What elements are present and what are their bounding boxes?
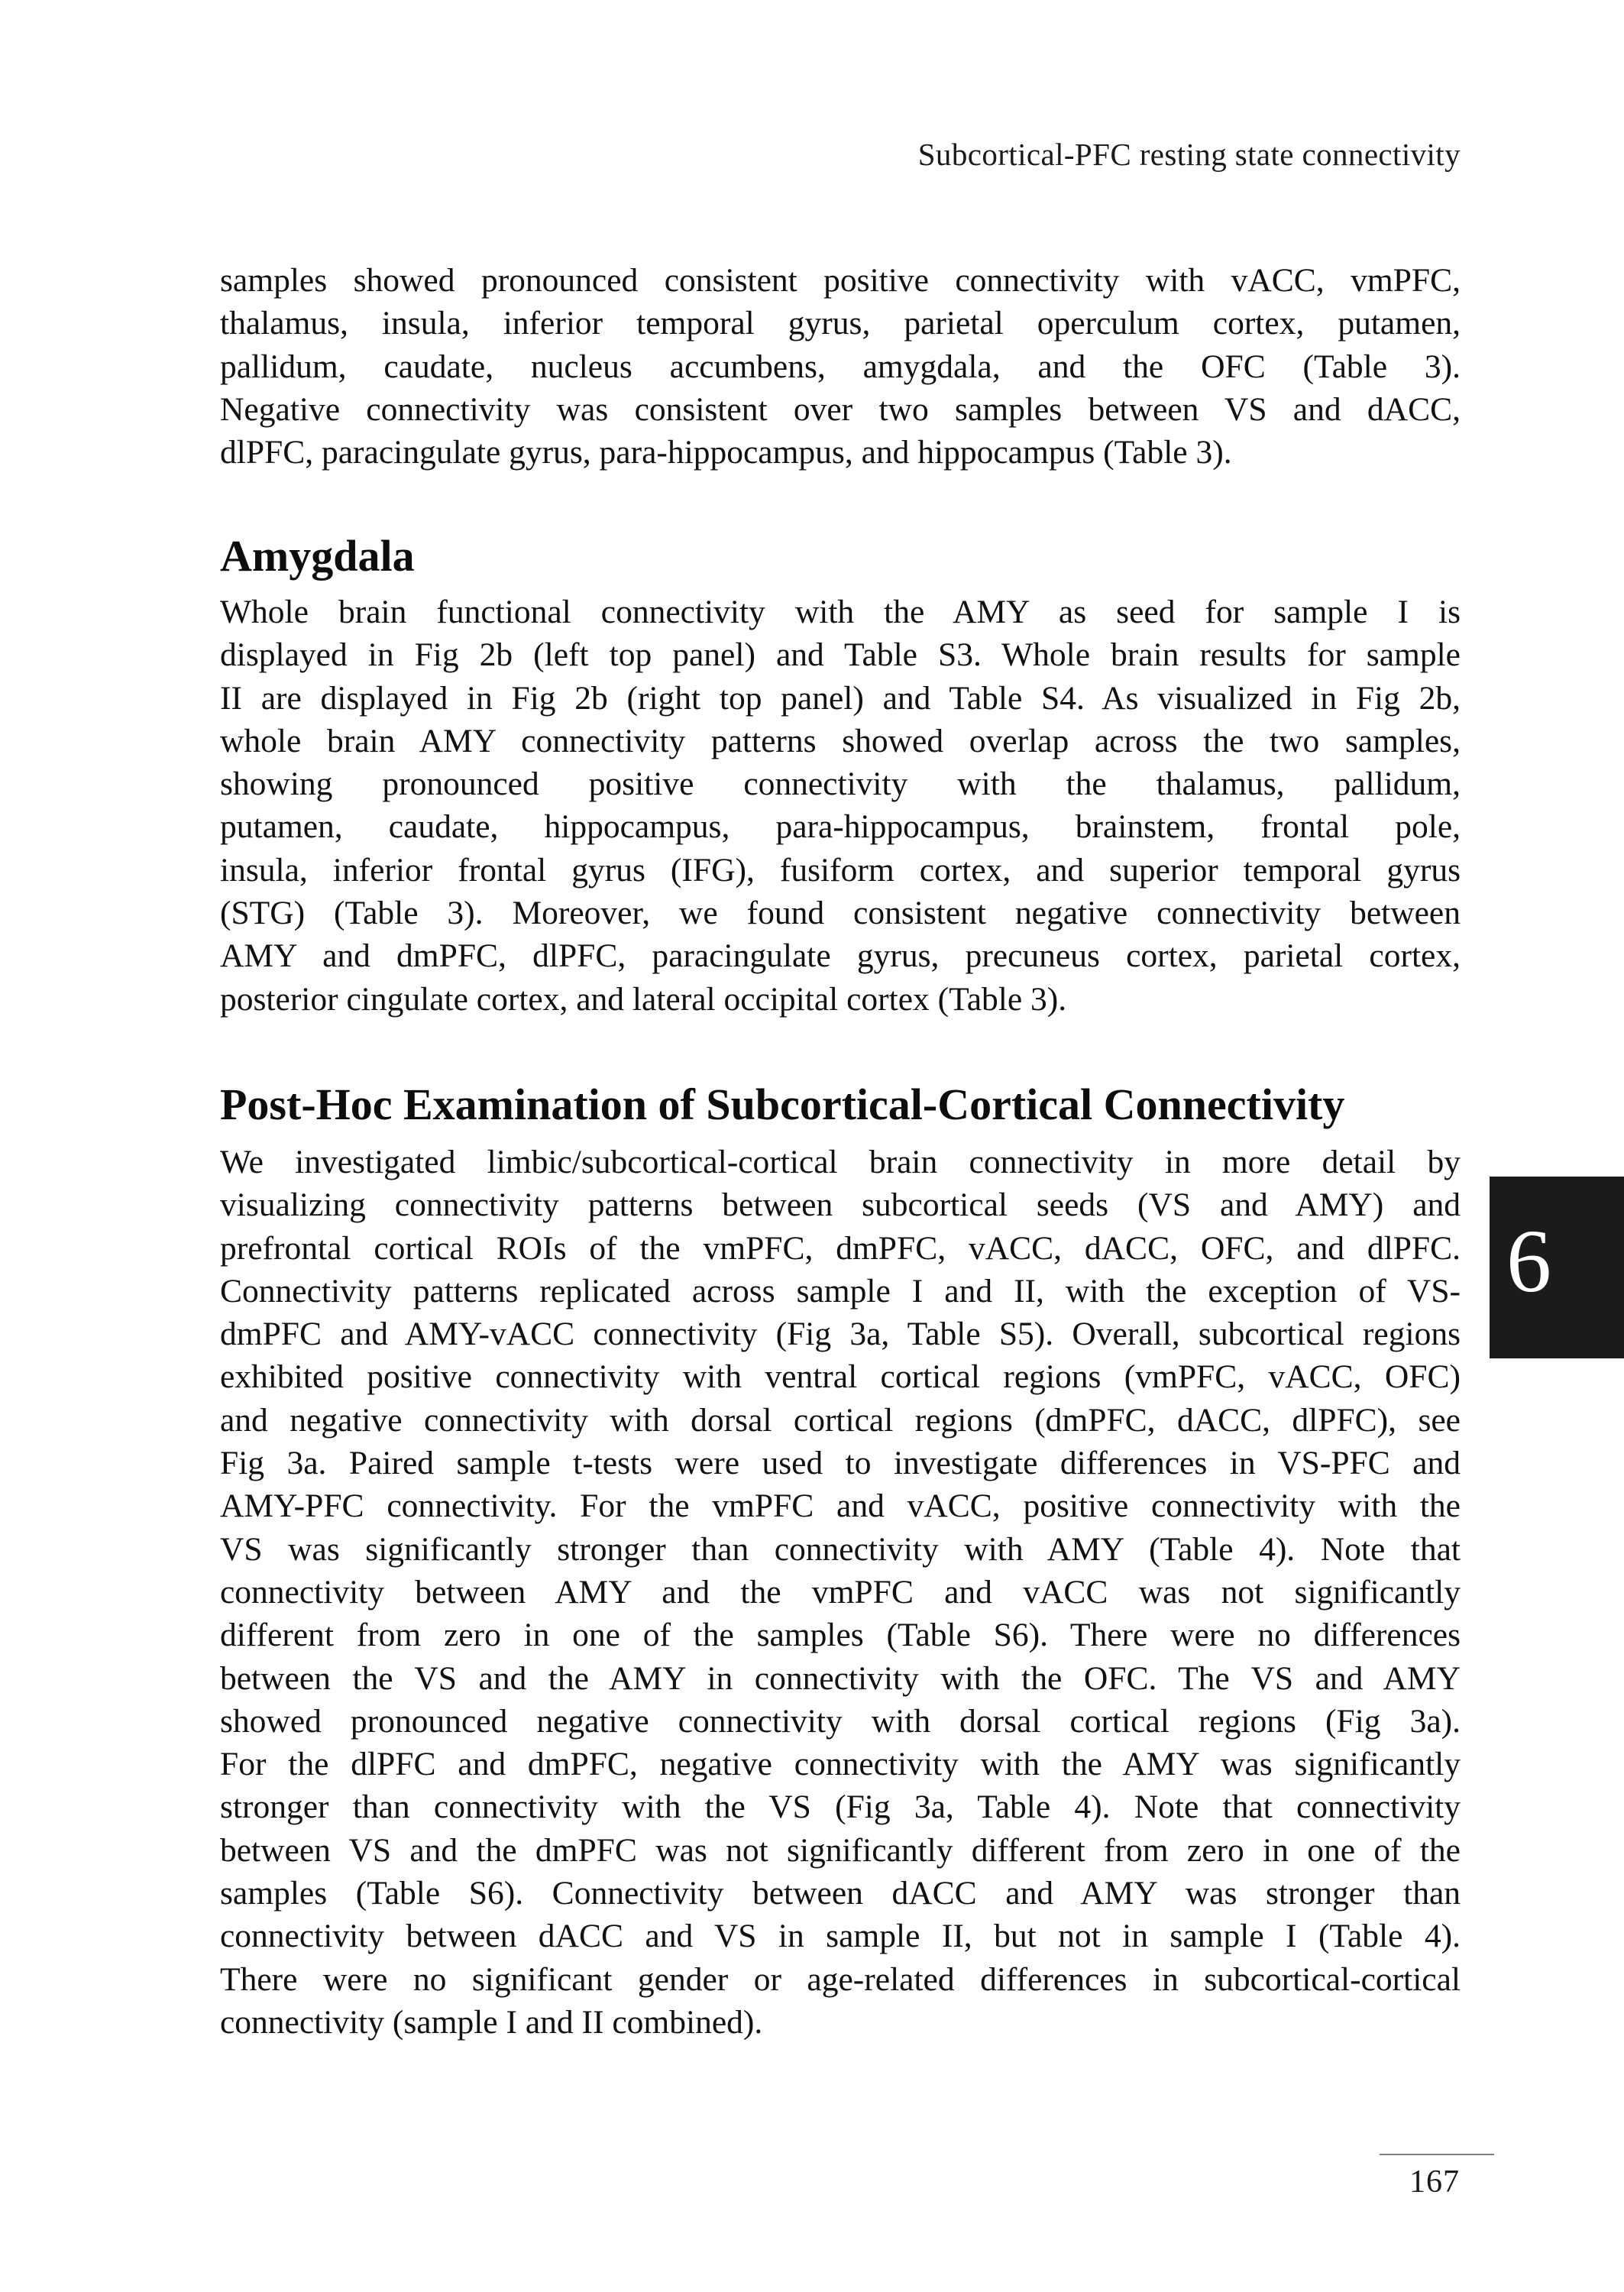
text-line: II are displayed in Fig 2b (right top panel) and Table S4. As visualized in Fig 2b,	[220, 679, 1461, 717]
text-line: prefrontal cortical ROIs of the vmPFC, dmPFC, vACC, dACC, OFC, and dlPFC.	[220, 1229, 1461, 1267]
text-line: stronger than connectivity with the VS (Fig 3a, Table 4). Note that connectivity	[220, 1789, 1461, 1826]
page-number: 167	[1409, 2164, 1460, 2200]
text-line: whole brain AMY connectivity patterns showed overlap across the two samples,	[220, 722, 1461, 759]
text-line: connectivity (sample I and II combined).	[220, 2003, 763, 2041]
section-heading-posthoc: Post-Hoc Examination of Subcortical-Cortical Connectivity	[220, 1080, 1345, 1129]
text-line: We investigated limbic/subcortical-cortical brain connectivity in more detail by	[220, 1144, 1461, 1180]
text-line: connectivity between AMY and the vmPFC and vACC was not significantly	[220, 1573, 1461, 1611]
intro-paragraph	[220, 259, 1461, 474]
text-line: Negative connectivity was consistent over two samples between VS and dACC,	[220, 390, 1461, 428]
text-line: different from zero in one of the samples (Table S6). There were no differences	[220, 1617, 1461, 1654]
text-line: Connectivity patterns replicated across sample I and II, with the exception of VS-	[220, 1272, 1461, 1309]
text-line: pallidum, caudate, nucleus accumbens, amygdala, and the OFC (Table 3).	[220, 348, 1461, 385]
text-line: showed pronounced negative connectivity with dorsal cortical regions (Fig 3a).	[220, 1702, 1461, 1740]
text-line: connectivity between dACC and VS in sample II, but not in sample I (Table 4).	[220, 1918, 1461, 1955]
chapter-tab	[1490, 1177, 1624, 1358]
text-line: (STG) (Table 3). Moreover, we found consistent negative connectivity between	[220, 895, 1461, 932]
text-line: between the VS and the AMY in connectivity with the OFC. The VS and AMY	[220, 1659, 1461, 1697]
text-line: dlPFC, paracingulate gyrus, para-hippocampus, and hippocampus (Table 3).	[220, 434, 1232, 471]
text-line: dmPFC and AMY-vACC connectivity (Fig 3a, Table S5). Overall, subcortical regions	[220, 1316, 1461, 1353]
posthoc-paragraph	[220, 1141, 1461, 2044]
text-line: VS was significantly stronger than connectivity with AMY (Table 4). Note that	[220, 1530, 1461, 1568]
text-line: AMY-PFC connectivity. For the vmPFC and vACC, positive connectivity with the	[220, 1488, 1461, 1525]
text-line: visualizing connectivity patterns between subcortical seeds (VS and AMY) and	[220, 1186, 1461, 1224]
text-line: AMY and dmPFC, dlPFC, paracingulate gyrus, precuneus cortex, parietal cortex,	[220, 937, 1461, 975]
text-line: Fig 3a. Paired sample t-tests were used to investigate differences in VS-PFC and	[220, 1445, 1461, 1482]
text-line: samples (Table S6). Connectivity between dACC and AMY was stronger than	[220, 1875, 1461, 1912]
text-line: posterior cingulate cortex, and lateral occipital cortex (Table 3).	[220, 980, 1067, 1018]
text-line: insula, inferior frontal gyrus (IFG), fusiform cortex, and superior temporal gyrus	[220, 851, 1461, 889]
text-line: and negative connectivity with dorsal cortical regions (dmPFC, dACC, dlPFC), see	[220, 1401, 1461, 1439]
footer-divider	[1380, 2154, 1494, 2155]
chapter-number: 6	[1506, 1211, 1551, 1311]
text-line: exhibited positive connectivity with ventral cortical regions (vmPFC, vACC, OFC)	[220, 1358, 1461, 1396]
text-line: showing pronounced positive connectivity with the thalamus, pallidum,	[220, 766, 1461, 803]
text-line: There were no significant gender or age-related differences in subcortical-cortical	[220, 1960, 1461, 1998]
text-line: displayed in Fig 2b (left top panel) and Table S3. Whole brain results for sample	[220, 636, 1461, 674]
section-heading-amygdala: Amygdala	[220, 531, 415, 581]
text-line: For the dlPFC and dmPFC, negative connectivity with the AMY was significantly	[220, 1746, 1461, 1783]
text-line: thalamus, insula, inferior temporal gyrus, parietal operculum cortex, putamen,	[220, 305, 1461, 342]
text-line: putamen, caudate, hippocampus, para-hippocampus, brainstem, frontal pole,	[220, 808, 1461, 846]
text-line: between VS and the dmPFC was not significantly different from zero in one of the	[220, 1831, 1461, 1869]
text-line: Whole brain functional connectivity with the AMY as seed for sample I is	[220, 594, 1461, 630]
running-header: Subcortical-PFC resting state connectivity	[917, 137, 1461, 172]
text-line: samples showed pronounced consistent positive connectivity with vACC, vmPFC,	[220, 262, 1461, 299]
amygdala-paragraph	[220, 591, 1461, 1021]
